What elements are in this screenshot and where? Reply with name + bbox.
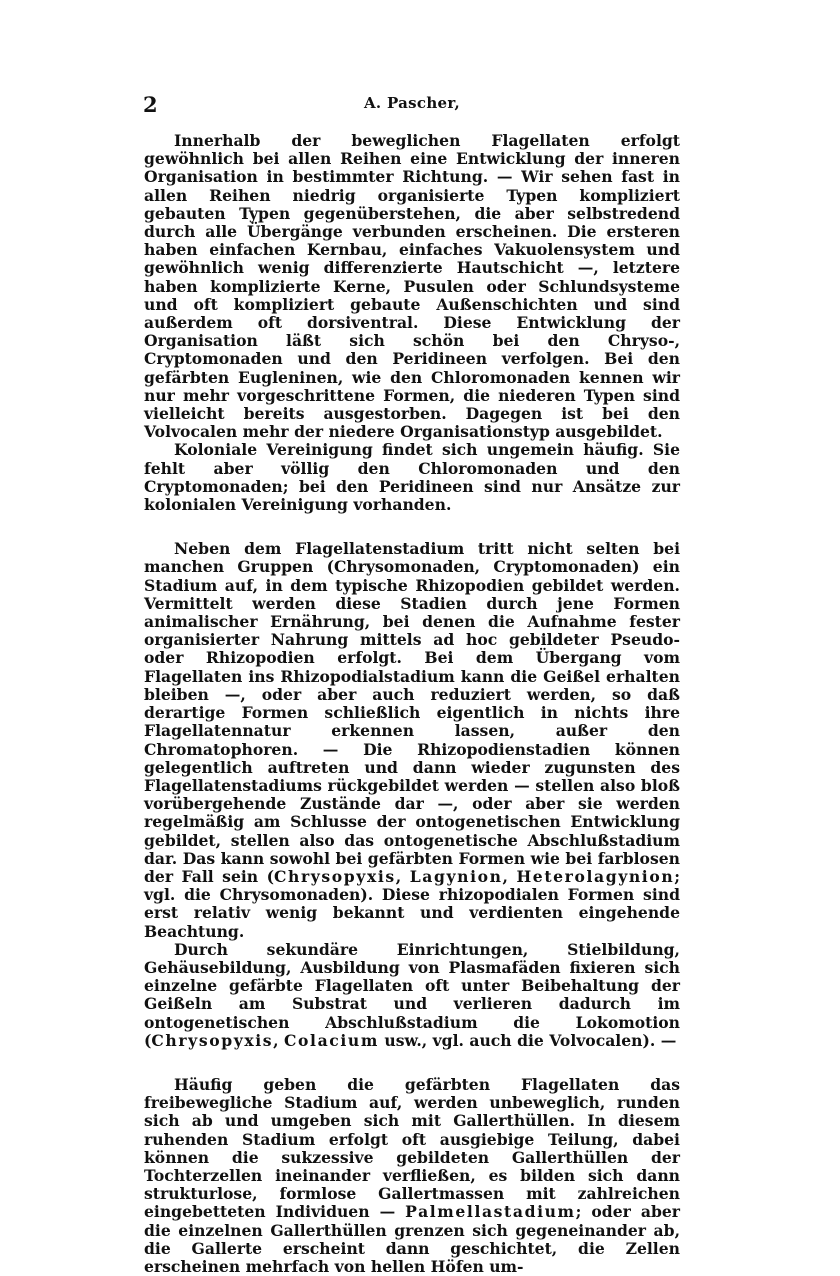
paragraph xyxy=(144,540,680,940)
spaced-term: Lagynion xyxy=(409,866,503,886)
section-organisation xyxy=(144,132,680,514)
spaced-term: Palmellastadium xyxy=(405,1202,576,1222)
section-palmella-stage xyxy=(144,1076,680,1276)
paragraph xyxy=(144,1076,680,1276)
text-run: , xyxy=(502,866,517,886)
text-run: Häufig geben die gefärbten Flagellaten das freibewegliche Stadium auf, werden unbeweglich, runden sich ab und umgeben sich mit Gallerthüllen. In diesem ruhenden Stadium erfolgt oft ausgiebige Teilung, dabei können die sukzessive gebildeten Gallerthüllen der Tochterzellen ineinander verfließen, es bilden sich dann strukturlose, formlose Gallertmassen mit zahlreichen eingebetteten Individuen — xyxy=(144,1074,680,1222)
page-header xyxy=(144,92,680,116)
section-break xyxy=(144,1050,680,1076)
text-run: Neben dem Flagellatenstadium tritt nicht selten bei manchen Gruppen (Chrysomonaden, Cryptomonaden) ein Stadium auf, in dem typische Rhizopodien gebildet werden. Vermittelt werden diese Stadien durch jene Formen animalischer Ernährung, bei denen die Aufnahme fester organisierter Nahrung mittels ad hoc gebildeter Pseudo- oder Rhizopodien erfolgt. Bei dem Übergang vom Flagellaten ins Rhizopodialstadium kann die Geißel erhalten bleiben —, oder aber auch reduziert werden, so daß derartige Formen schließlich eigentlich in nichts ihre Flagellatennatur erkennen lassen, außer den Chromatophoren. — Die Rhizopodienstadien können gelegentlich auftreten und dann wieder zugunsten des Flagellatenstadiums rückgebildet werden — stellen also bloß vorübergehende Zustände dar —, oder aber sie werden regelmäßig am Schlusse der ontogenetischen Entwicklung gebildet, stellen also das ontogenetische Abschlußstadium dar. Das kann sowohl bei gefärbten Formen wie bei farblosen der Fall sein ( xyxy=(144,539,680,886)
text-run: Koloniale Vereinigung findet sich ungemein häufig. Sie fehlt aber völlig den Chloromonaden und den Cryptomonaden; bei den Peridineen sind nur Ansätze zur kolonialen Vereinigung vorhanden. xyxy=(144,440,680,515)
page-number: 2 xyxy=(143,92,158,117)
spaced-term: Colacium xyxy=(284,1030,379,1050)
text-run: usw., vgl. auch die Volvocalen). — xyxy=(378,1030,677,1050)
paragraph xyxy=(144,441,680,514)
text-run: ; oder aber die einzelnen Gallerthüllen grenzen sich gegeneinander ab, die Gallerte erscheint dann geschichtet, die Zellen erscheinen mehrfach von hellen Höfen um- xyxy=(144,1202,680,1276)
book-page xyxy=(144,92,680,1276)
text-run: Innerhalb der beweglichen Flagellaten erfolgt gewöhnlich bei allen Reihen eine Entwicklung der inneren Organisation in bestimmter Richtung. — Wir sehen fast in allen Reihen niedrig organisierte Typen kompliziert gebauten Typen gegenüberstehen, die aber selbstredend durch alle Übergänge verbunden erscheinen. Die ersteren haben einfachen Kernbau, einfaches Vakuolensystem und gewöhnlich wenig differenzierte Hautschicht —, letztere haben komplizierte Kerne, Pusulen oder Schlundsysteme und oft kompliziert gebaute Außenschichten und sind außerdem oft dorsiventral. Diese Entwicklung der Organisation läßt sich schön bei den Chryso-, Cryptomonaden und den Peridineen verfolgen. Bei den gefärbten Eugleninen, wie den Chloromonaden kennen wir nur mehr vorgeschrittene Formen, die niederen Typen sind vielleicht bereits ausgestorben. Dagegen ist bei den Volvocalen mehr der niedere Organisationstyp ausgebildet. xyxy=(144,131,680,442)
section-break xyxy=(144,514,680,540)
spaced-term: Chrysopyxis xyxy=(274,866,396,886)
text-run: , xyxy=(395,866,410,886)
text-run: , xyxy=(273,1030,285,1050)
text-run: Durch sekundäre Einrichtungen, Stielbildung, Gehäusebildung, Ausbildung von Plasmafäden fixieren sich einzelne gefärbte Flagellaten oft unter Beibehaltung der Geißeln am Substrat und verlieren dadurch im ontogenetischen Abschlußstadium die Lokomotion ( xyxy=(144,939,680,1050)
spaced-term: Heterolagynion xyxy=(516,866,675,886)
spaced-term: Chrysopyxis xyxy=(151,1030,274,1050)
paragraph xyxy=(144,941,680,1050)
section-rhizopodial-stage xyxy=(144,540,680,1050)
body-text xyxy=(144,132,680,1276)
running-title: A. Pascher, xyxy=(363,94,461,112)
paragraph xyxy=(144,132,680,441)
text-run: ; vgl. die Chrysomonaden). Diese rhizopodialen Formen sind erst relativ wenig bekannt und verdienten eingehende Beachtung. xyxy=(144,866,681,941)
